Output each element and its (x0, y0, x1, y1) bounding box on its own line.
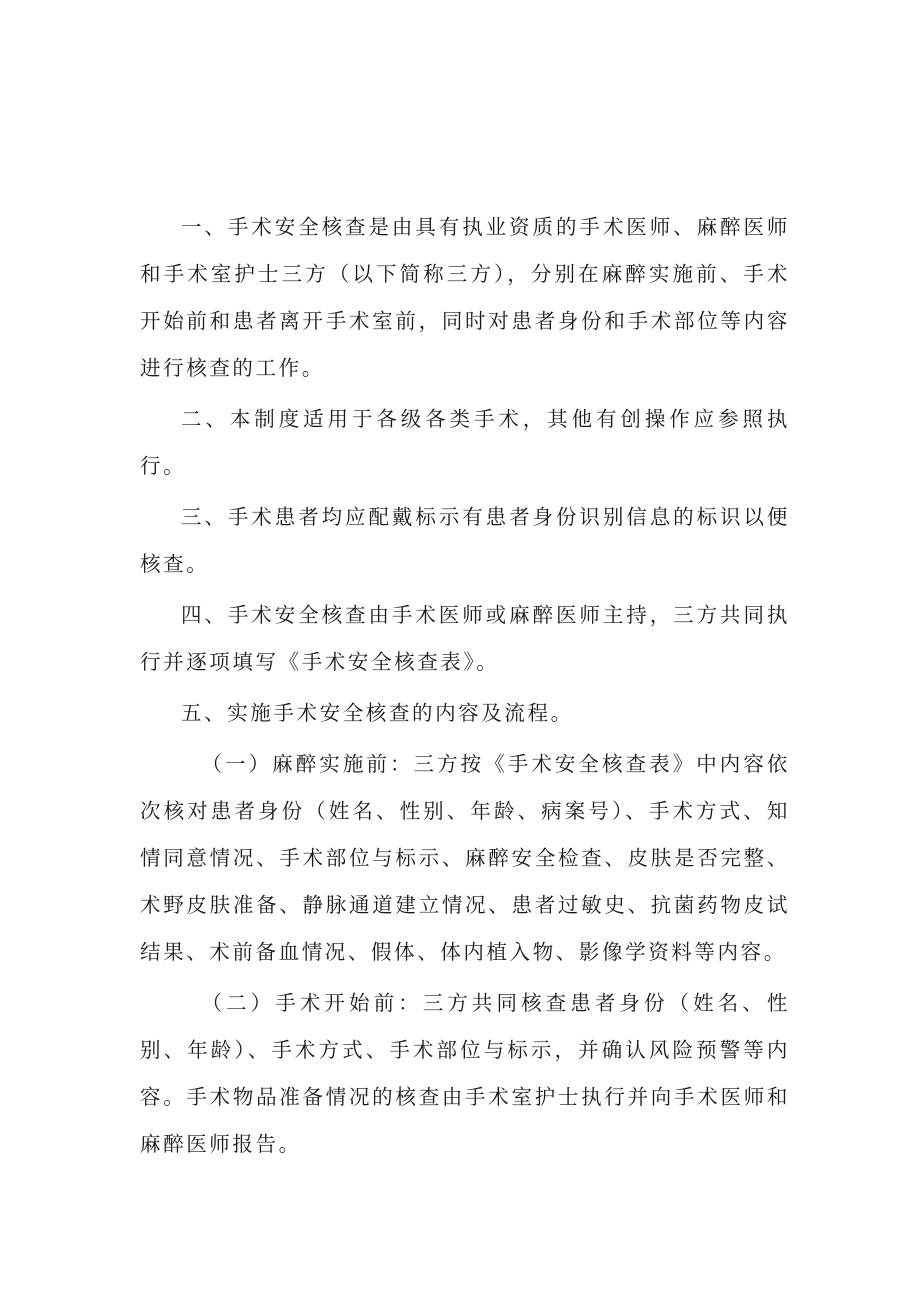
paragraph-7: （二）手术开始前：三方共同核查患者身份（姓名、性别、年龄）、手术方式、手术部位与标示，并确认风险预警等内容。手术物品准备情况的核查由手术室护士执行并向手术医师和麻醉医师报告。 (140, 991, 790, 1156)
paragraph-5: 五、实施手术安全核查的内容及流程。 (181, 701, 574, 725)
paragraph-1: 一、手术安全核查是由具有执业资质的手术医师、麻醉医师和手术室护士三方（以下简称三方），分别在麻醉实施前、手术开始前和患者离开手术室前，同时对患者身份和手术部位等内容进行核查的工作。 (140, 215, 790, 380)
paragraph-6: （一）麻醉实施前：三方按《手术安全核查表》中内容依次核对患者身份（姓名、性别、年龄、病案号）、手术方式、知情同意情况、手术部位与标示、麻醉安全检查、皮肤是否完整、术野皮肤准备、静脉通道建立情况、患者过敏史、抗菌药物皮试结果、术前备血情况、假体、体内植入物、影像学资料等内容。 (140, 752, 790, 964)
paragraph-2: 二、本制度适用于各级各类手术，其他有创操作应参照执行。 (140, 407, 790, 478)
document-body (140, 204, 790, 1172)
paragraph-3: 三、手术患者均应配戴标示有患者身份识别信息的标识以便核查。 (140, 505, 790, 576)
paragraph-4: 四、手术安全核查由手术医师或麻醉医师主持，三方共同执行并逐项填写《手术安全核查表》。 (140, 603, 790, 674)
